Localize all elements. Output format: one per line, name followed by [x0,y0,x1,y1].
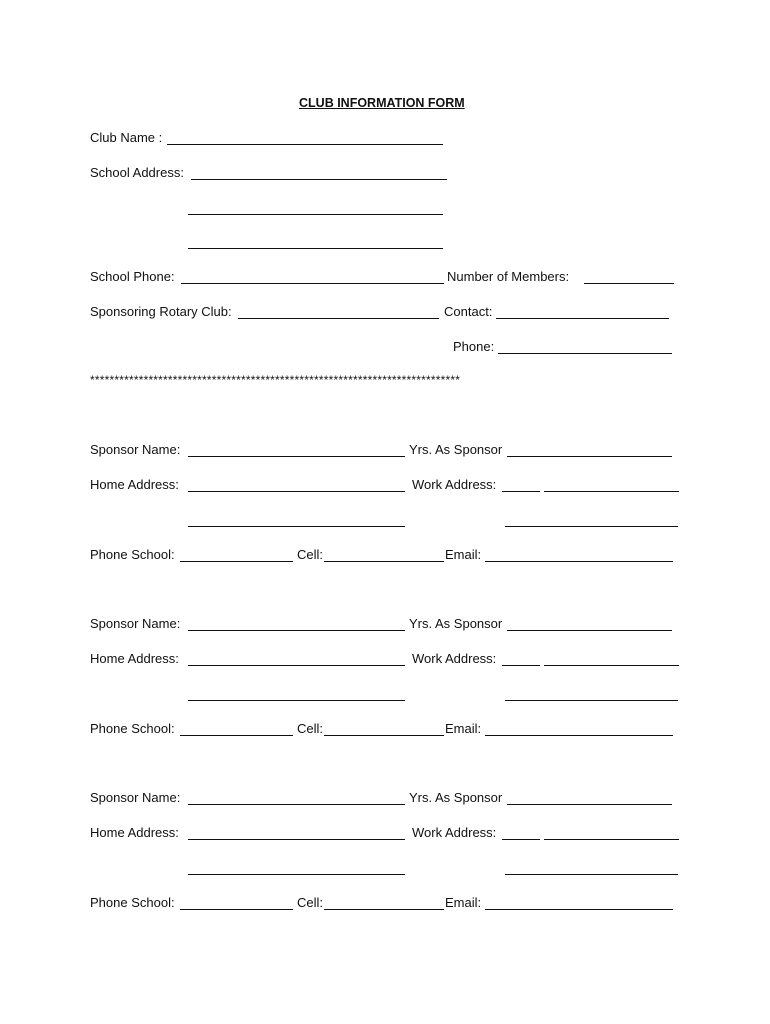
contact-label: Contact: [444,304,493,319]
phone-school-label: Phone School: [90,721,175,736]
email-label: Email: [445,895,482,910]
home-address-field-2[interactable] [188,526,405,527]
club-name-label: Club Name : [90,130,163,145]
cell-label: Cell: [297,547,324,562]
years-as-sponsor-label: Yrs. As Sponsor [409,616,503,631]
email-field[interactable] [485,909,673,910]
cell-field[interactable] [324,561,444,562]
work-address-field-2[interactable] [505,700,678,701]
home-address-field-2[interactable] [188,874,405,875]
school-address-label: School Address: [90,165,184,180]
school-phone-field[interactable] [181,283,444,284]
cell-label: Cell: [297,721,324,736]
email-field[interactable] [485,735,673,736]
work-address-field[interactable] [544,665,679,666]
phone-school-field[interactable] [180,909,293,910]
cell-field[interactable] [324,909,444,910]
work-address-field-short[interactable] [502,839,540,840]
sponsor-name-field[interactable] [188,804,405,805]
school-phone-label: School Phone: [90,269,175,284]
sponsoring-club-field[interactable] [238,318,439,319]
school-address-field-1[interactable] [191,179,447,180]
home-address-field-2[interactable] [188,700,405,701]
work-address-field[interactable] [544,839,679,840]
email-label: Email: [445,721,482,736]
sponsor-name-label: Sponsor Name: [90,790,181,805]
work-address-label: Work Address: [412,651,497,666]
email-label: Email: [445,547,482,562]
home-address-field[interactable] [188,491,405,492]
work-address-label: Work Address: [412,477,497,492]
years-as-sponsor-field[interactable] [507,804,672,805]
number-of-members-label: Number of Members: [447,269,570,284]
years-as-sponsor-label: Yrs. As Sponsor [409,790,503,805]
club-name-field[interactable] [167,144,443,145]
home-address-field[interactable] [188,839,405,840]
phone-school-label: Phone School: [90,895,175,910]
phone-school-field[interactable] [180,735,293,736]
sponsor-name-field[interactable] [188,630,405,631]
sponsor-name-label: Sponsor Name: [90,442,181,457]
home-address-label: Home Address: [90,825,179,840]
email-field[interactable] [485,561,673,562]
school-address-field-3[interactable] [188,248,443,249]
work-address-field-2[interactable] [505,874,678,875]
work-address-label: Work Address: [412,825,497,840]
sponsoring-club-label: Sponsoring Rotary Club: [90,304,232,319]
home-address-label: Home Address: [90,651,179,666]
home-address-label: Home Address: [90,477,179,492]
school-address-field-2[interactable] [188,214,443,215]
work-address-field-short[interactable] [502,491,540,492]
contact-phone-label: Phone: [453,339,495,354]
cell-field[interactable] [324,735,444,736]
years-as-sponsor-field[interactable] [507,630,672,631]
phone-school-label: Phone School: [90,547,175,562]
cell-label: Cell: [297,895,324,910]
home-address-field[interactable] [188,665,405,666]
form-title: CLUB INFORMATION FORM [299,96,465,110]
years-as-sponsor-field[interactable] [507,456,672,457]
years-as-sponsor-label: Yrs. As Sponsor [409,442,503,457]
phone-school-field[interactable] [180,561,293,562]
contact-field[interactable] [496,318,669,319]
star-separator: **************************************************************************** [90,373,461,387]
number-of-members-field[interactable] [584,283,674,284]
contact-phone-field[interactable] [498,353,672,354]
work-address-field[interactable] [544,491,679,492]
sponsor-name-field[interactable] [188,456,405,457]
work-address-field-short[interactable] [502,665,540,666]
work-address-field-2[interactable] [505,526,678,527]
sponsor-name-label: Sponsor Name: [90,616,181,631]
